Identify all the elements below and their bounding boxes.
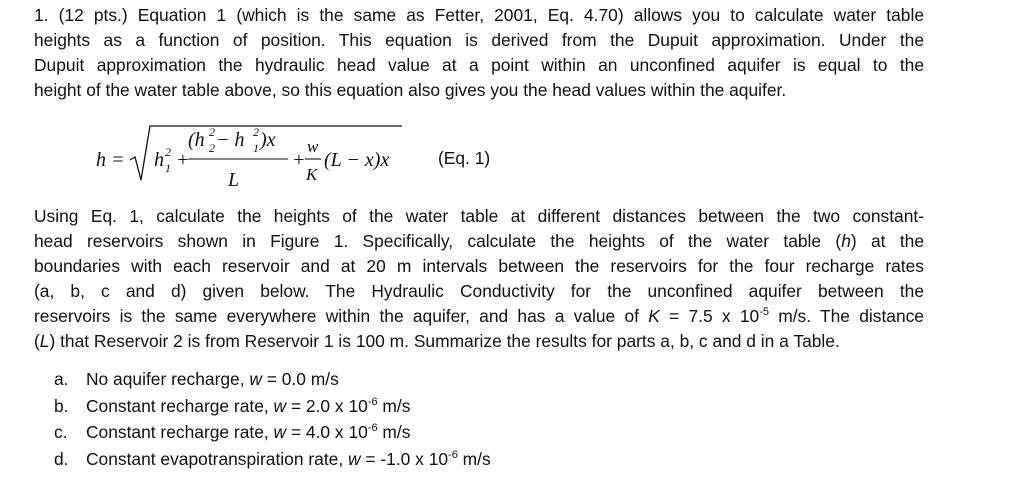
eq-num-sub-b: 1 (253, 141, 259, 155)
equation-label: (Eq. 1) (438, 148, 491, 168)
eq-tail: (L − x)x (324, 149, 390, 171)
list-marker: a. (54, 369, 69, 389)
instructions-line-4: (a, b, c and d) given below. The Hydraulic Conductivity for the unconfined aquifer between the (34, 281, 924, 301)
eq-num-open: (h (188, 129, 205, 151)
question-line-3: Dupuit approximation the hydraulic head value at a point within an unconfined aquifer is equal to the (34, 55, 924, 75)
list-item-exponent: -6 (367, 395, 378, 408)
var-w: w (347, 448, 361, 469)
list-item-text (86, 446, 491, 473)
k-exponent: -5 (759, 306, 769, 318)
var-L: L (39, 331, 50, 351)
var-K: K (648, 306, 660, 326)
question-line-1: 1. (12 pts.) Equation 1 (which is the same as Fetter, 2001, Eq. 4.70) allows you to calculate water table (34, 5, 924, 25)
instructions-line-6-text: ) that Reservoir 2 is from Reservoir 1 is 100 m. Summarize the results for parts a, b, c and d in a Table. (49, 331, 840, 351)
question-line-2: heights as a function of position. This equation is derived from the Dupuit approximation. Under the (34, 30, 924, 50)
list-item (54, 419, 491, 446)
list-item-value: = 4.0 x 10 (286, 422, 368, 442)
list-item-exponent: -6 (367, 422, 378, 434)
instructions-line-1: Using Eq. 1, calculate the heights of the water table at different distances between the two constant- (34, 206, 924, 226)
list-item (54, 366, 491, 393)
instructions-line-5 (34, 304, 924, 329)
list-item-text (86, 419, 410, 446)
eq-num-sup-b: 2 (253, 125, 259, 139)
instructions-line-2-end: ) at the (850, 231, 924, 251)
list-item-value: = 2.0 x 10 (286, 395, 368, 416)
list-item-exponent: -6 (448, 448, 458, 461)
list-item-label: No aquifer recharge, (86, 369, 250, 389)
instructions-paragraph (34, 204, 924, 354)
eq-num-close: )x (260, 129, 276, 151)
instructions-line-5-text: reservoirs is the same everywhere within the aquifer, and has a value of (34, 306, 649, 326)
var-w: w (249, 369, 262, 389)
question-intro (34, 3, 924, 103)
list-marker: c. (54, 422, 68, 442)
list-item-unit: m/s (377, 395, 411, 416)
list-marker: d. (54, 448, 69, 469)
instructions-line-5-end: m/s. The distance (768, 306, 924, 326)
list-item-text (86, 393, 410, 420)
list-item-unit: m/s (377, 422, 411, 442)
list-item-unit: m/s (457, 448, 491, 469)
k-value: = 7.5 x 10 (659, 306, 760, 326)
eq-num-sup-a: 2 (209, 125, 215, 139)
instructions-line-6 (34, 329, 924, 354)
eq-num-minus: − h (216, 129, 245, 151)
var-w: w (273, 422, 287, 442)
list-item (54, 446, 491, 473)
list-item-label: Constant evapotranspiration rate, (86, 448, 348, 469)
instructions-line-2-text: head reservoirs shown in Figure 1. Specifically, calculate the heights of the water table ( (34, 231, 842, 251)
question-line-4: height of the water table above, so this equation also gives you the head values within the aquifer. (34, 80, 787, 100)
var-h: h (841, 231, 851, 251)
eq-lhs: h = (96, 149, 125, 171)
recharge-cases-list (54, 366, 491, 472)
eq-h1: h (154, 149, 164, 171)
list-item-label: Constant recharge rate, (86, 395, 274, 416)
eq-num-sub-a: 2 (209, 141, 215, 155)
instructions-line-3: boundaries with each reservoir and at 20 m intervals between the reservoirs for the four recharge rates (34, 256, 924, 276)
list-item-label: Constant recharge rate, (86, 422, 274, 442)
eq-K: K (306, 165, 318, 184)
list-item (54, 393, 491, 420)
list-item-value: = -1.0 x 10 (360, 448, 449, 469)
list-marker: b. (54, 395, 69, 416)
instructions-line-2 (34, 229, 924, 254)
eq-w: w (307, 137, 319, 156)
list-item-text (86, 366, 339, 393)
eq-h1-sub: 1 (165, 161, 171, 175)
eq-plus-1: + (176, 149, 190, 171)
instructions-line-6-open: ( (34, 331, 40, 351)
eq-den-L: L (228, 169, 240, 191)
var-w: w (273, 395, 287, 416)
list-item-value: = 0.0 m/s (261, 369, 339, 389)
eq-plus-2: + (292, 149, 306, 171)
eq-h1-sup: 2 (165, 145, 171, 159)
